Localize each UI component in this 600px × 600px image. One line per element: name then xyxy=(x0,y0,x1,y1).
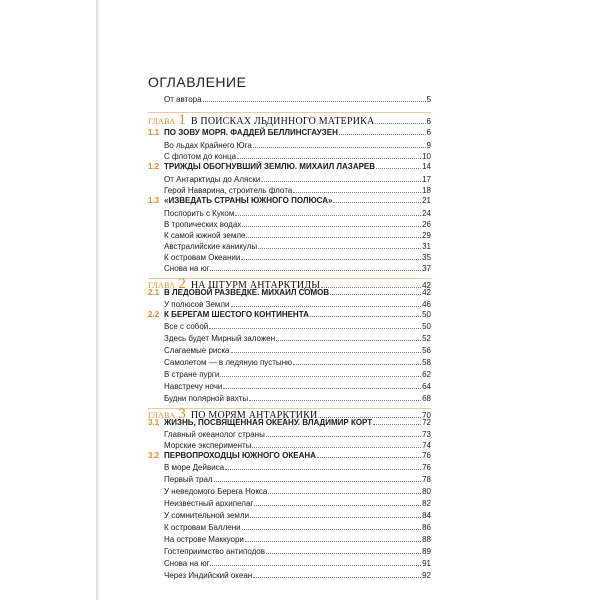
section-label: ПЕРВОПРОХОДЦЫ ЮЖНОГО ОКЕАНА xyxy=(164,451,316,460)
entry-page: 52 xyxy=(422,334,431,343)
entry-label: Австралийские каникулы xyxy=(164,242,258,251)
toc-entry[interactable] xyxy=(148,523,431,533)
dot-leader xyxy=(246,231,421,238)
toc-entry[interactable] xyxy=(148,382,431,392)
entry-page: 35 xyxy=(422,253,431,262)
entry-label: В стране пурги xyxy=(164,370,220,379)
dot-leader xyxy=(330,288,421,295)
entry-label: Герой Наварина, строитель флота xyxy=(164,186,293,195)
dot-leader xyxy=(261,175,421,182)
dot-leader xyxy=(321,278,421,288)
dot-leader xyxy=(235,209,421,216)
section-label: ПО ЗОВУ МОРЯ. ФАДДЕЙ БЕЛЛИНСГАУЗЕН xyxy=(164,128,338,137)
section-1-1[interactable] xyxy=(148,128,431,138)
toc-entry[interactable] xyxy=(148,547,431,557)
entry-page: 86 xyxy=(422,523,431,532)
toc-entry[interactable] xyxy=(148,346,431,356)
dot-leader xyxy=(214,475,422,482)
entry-label: К островам Баллени xyxy=(164,523,241,532)
entry-label: В тропических водах xyxy=(164,220,242,229)
chapter-number: 1 xyxy=(178,112,186,128)
dot-leader xyxy=(293,358,421,365)
section-number: 2.1 xyxy=(148,288,160,297)
toc-entry[interactable] xyxy=(148,253,431,263)
dot-leader xyxy=(225,463,421,470)
dot-leader xyxy=(210,264,421,271)
entry-page: 10 xyxy=(422,152,431,161)
dot-leader xyxy=(339,128,426,135)
dot-leader xyxy=(223,382,421,389)
section-page: 50 xyxy=(422,310,431,319)
entry-label: Все с собой xyxy=(164,322,209,331)
entry-label: Будни полярной вахты xyxy=(164,394,249,403)
entry-label: Здесь будет Мирный заложен xyxy=(164,334,276,343)
entry-label: Навстречу ночи xyxy=(164,382,223,391)
toc-title: ОГЛАВЛЕНИЕ xyxy=(148,74,247,90)
chapter-title: НА ШТУРМ АНТАРКТИДЫ xyxy=(190,280,321,291)
dot-leader xyxy=(254,499,421,506)
toc-entry[interactable] xyxy=(148,358,431,368)
entry-page: 64 xyxy=(422,382,431,391)
entry-page: 88 xyxy=(422,535,431,544)
toc-entry[interactable] xyxy=(148,231,431,241)
dot-leader xyxy=(317,451,421,458)
entry-page: 73 xyxy=(422,430,431,439)
toc-entry[interactable] xyxy=(148,475,431,485)
toc-entry[interactable] xyxy=(148,220,431,230)
chapter-page: 42 xyxy=(422,281,431,290)
dot-leader xyxy=(253,571,421,578)
entry-label: Гостеприимство антиподов xyxy=(164,547,265,556)
dot-leader xyxy=(245,535,421,542)
dot-leader xyxy=(253,141,426,148)
toc-entry[interactable] xyxy=(148,300,431,310)
section-1-3[interactable] xyxy=(148,196,431,206)
entry-page: 84 xyxy=(422,511,431,520)
chapter-number: 3 xyxy=(178,406,186,422)
toc-entry[interactable] xyxy=(148,511,431,521)
entry-page: 68 xyxy=(422,394,431,403)
dot-leader xyxy=(266,547,421,554)
dot-leader xyxy=(241,253,421,260)
dot-leader xyxy=(209,322,421,329)
section-label: ТРИЖДЫ ОБОГНУВШИЙ ЗЕМЛЮ. МИХАИЛ ЛАЗАРЕВ xyxy=(164,162,376,171)
entry-page: 58 xyxy=(422,358,431,367)
entry-label: Снова на юг xyxy=(164,264,210,273)
dot-leader xyxy=(203,95,426,102)
toc-entry[interactable] xyxy=(148,152,431,162)
toc-entry[interactable] xyxy=(148,430,431,440)
chapter-1-heading[interactable] xyxy=(148,112,431,129)
entry-page: 78 xyxy=(422,475,431,484)
chapter-word: ГЛАВА xyxy=(148,411,176,420)
toc-entry[interactable] xyxy=(148,487,431,497)
toc-entry[interactable] xyxy=(148,334,431,344)
toc-entry-intro[interactable] xyxy=(148,95,431,105)
entry-page: 80 xyxy=(422,487,431,496)
entry-page: 37 xyxy=(422,264,431,273)
dot-leader xyxy=(249,394,421,401)
section-3-2[interactable] xyxy=(148,451,431,461)
entry-label: Слагаемые риска xyxy=(164,346,230,355)
entry-label: В море Дейвиса xyxy=(164,463,225,472)
dot-leader xyxy=(220,370,421,377)
chapter-page: 6 xyxy=(426,117,431,126)
entry-page: 89 xyxy=(422,547,431,556)
entry-page: 24 xyxy=(422,209,431,218)
entry-label: Снова на юг xyxy=(164,559,210,568)
section-number: 3.2 xyxy=(148,451,160,460)
dot-leader xyxy=(250,511,421,518)
entry-page: 9 xyxy=(426,141,431,150)
entry-label: Первый трал xyxy=(164,475,213,484)
entry-page: 31 xyxy=(422,242,431,251)
section-1-2[interactable] xyxy=(148,162,431,172)
toc-entry[interactable] xyxy=(148,535,431,545)
entry-page: 76 xyxy=(422,463,431,472)
toc-entry[interactable] xyxy=(148,463,431,473)
chapter-word: ГЛАВА xyxy=(148,117,176,126)
toc-entry[interactable] xyxy=(148,141,431,151)
dot-leader xyxy=(318,408,421,418)
section-number: 2.2 xyxy=(148,310,160,319)
toc-entry[interactable] xyxy=(148,209,431,219)
entry-page: 46 xyxy=(422,300,431,309)
dot-leader xyxy=(258,242,421,249)
entry-label: Через Индийский океан xyxy=(164,571,253,580)
dot-leader xyxy=(252,441,421,448)
toc-entry[interactable] xyxy=(148,322,431,332)
toc-entry[interactable] xyxy=(148,264,431,274)
entry-label: Морские эксперименты xyxy=(164,441,252,450)
entry-page: 91 xyxy=(422,559,431,568)
chapter-page: 70 xyxy=(422,411,431,420)
entry-label: Во льдах Крайнего Юга xyxy=(164,141,252,150)
chapter-number: 2 xyxy=(178,276,186,292)
entry-label: К самой южной земле xyxy=(164,231,246,240)
entry-label: У полюсов Земли xyxy=(164,300,230,309)
section-number: 3.1 xyxy=(148,418,160,427)
entry-page: 26 xyxy=(422,220,431,229)
section-3-1[interactable] xyxy=(148,418,431,428)
entry-label: Неизвестный архипелаг xyxy=(164,499,254,508)
chapter-title: ПО МОРЯМ АНТАРКТИКИ xyxy=(190,410,318,421)
entry-page: 82 xyxy=(422,499,431,508)
toc-entry[interactable] xyxy=(148,499,431,509)
toc-entry[interactable] xyxy=(148,394,431,404)
section-number: 1.3 xyxy=(148,196,160,205)
entry-page: 17 xyxy=(422,175,431,184)
section-label: К БЕРЕГАМ ШЕСТОГО КОНТИНЕНТА xyxy=(164,310,309,319)
dot-leader xyxy=(268,487,421,494)
dot-leader xyxy=(373,418,421,425)
entry-page: 62 xyxy=(422,370,431,379)
entry-label: С флотом до конца xyxy=(164,152,237,161)
dot-leader xyxy=(231,300,422,307)
toc-entry[interactable] xyxy=(148,242,431,252)
entry-page: 92 xyxy=(422,571,431,580)
section-label: ЖИЗНЬ, ПОСВЯЩЕННАЯ ОКЕАНУ. ВЛАДИМИР КОРТ xyxy=(164,418,373,427)
toc-entry[interactable] xyxy=(148,186,431,196)
entry-label: К островам Океании xyxy=(164,253,241,262)
dot-leader xyxy=(242,220,421,227)
dot-leader xyxy=(276,334,421,341)
dot-leader xyxy=(237,152,421,159)
toc-entry[interactable] xyxy=(148,571,431,581)
entry-page: 50 xyxy=(422,322,431,331)
section-2-2[interactable] xyxy=(148,310,431,320)
section-page: 72 xyxy=(422,418,431,427)
section-page: 21 xyxy=(422,196,431,205)
page-gutter-shadow xyxy=(96,0,100,600)
section-label: В ЛЕДОВОЙ РАЗВЕДКЕ. МИХАИЛ СОМОВ xyxy=(164,288,330,297)
entry-label: Самолетом — в ледяную пустыню xyxy=(164,358,293,367)
entry-label: От Антарктиды до Аляски xyxy=(164,175,261,184)
dot-leader xyxy=(310,310,421,317)
dot-leader xyxy=(210,559,421,566)
toc-entry[interactable] xyxy=(148,175,431,185)
dot-leader xyxy=(266,430,421,437)
dot-leader xyxy=(242,523,421,530)
section-page: 6 xyxy=(426,128,431,137)
chapter-title: В ПОИСКАХ ЛЬДИННОГО МАТЕРИКА xyxy=(190,116,375,127)
entry-label: На острове Маккуори xyxy=(164,535,244,544)
toc-entry[interactable] xyxy=(148,370,431,380)
section-number: 1.1 xyxy=(148,128,160,137)
section-label: «ИЗВЕДАТЬ СТРАНЫ ЮЖНОГО ПОЛЮСА» xyxy=(164,196,333,205)
section-2-1[interactable] xyxy=(148,288,431,298)
chapter-word: ГЛАВА xyxy=(148,281,176,290)
section-page: 14 xyxy=(422,162,431,171)
entry-label: У неведомого Берега Нокса xyxy=(164,487,268,496)
section-page: 42 xyxy=(422,288,431,297)
dot-leader xyxy=(376,162,421,169)
section-page: 76 xyxy=(422,451,431,460)
entry-page: 29 xyxy=(422,231,431,240)
entry-page: 74 xyxy=(422,441,431,450)
entry-label: У сомнительной земли xyxy=(164,511,250,520)
toc-entry[interactable] xyxy=(148,559,431,569)
entry-page: 5 xyxy=(426,95,431,104)
entry-label: От автора xyxy=(164,95,202,104)
dot-leader xyxy=(333,196,421,203)
entry-page: 18 xyxy=(422,186,431,195)
section-number: 1.2 xyxy=(148,162,160,171)
dot-leader xyxy=(375,114,425,124)
dot-leader xyxy=(231,346,422,353)
dot-leader xyxy=(293,186,421,193)
entry-page: 56 xyxy=(422,346,431,355)
entry-label: Главный океанолог страны xyxy=(164,430,265,439)
entry-label: Поспорить с Куком xyxy=(164,209,235,218)
toc-entry[interactable] xyxy=(148,441,431,451)
